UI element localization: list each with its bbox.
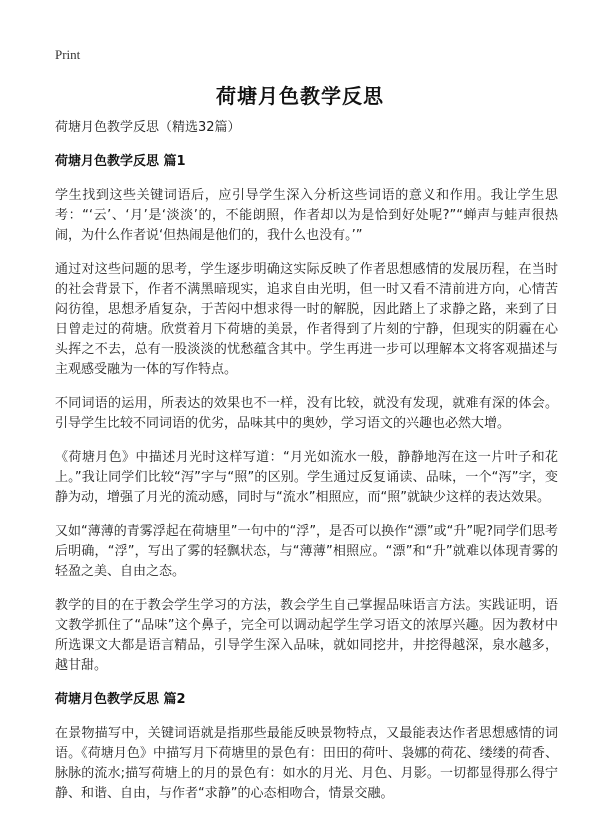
section-heading: 荷塘月色教学反思 篇2 — [55, 692, 186, 707]
paragraph: 不同词语的运用，所表达的效果也不一样，没有比较，就没有发现，就难有深的体会。引导学生比较不同词语的优劣，品味其中的奥妙，学习语文的兴趣也必然大增。 — [55, 396, 558, 431]
document-subtitle: 荷塘月色教学反思（精选32篇） — [55, 120, 241, 135]
print-label[interactable]: Print — [55, 47, 81, 62]
paragraph: 在景物描写中，关键词语就是指那些最能反映景物特点，又最能表达作者思想感情的词语。《荷塘月色》中描写月下荷塘里的景色有：田田的荷叶、袅娜的荷花、缕缕的荷香、脉脉的流水;描写荷塘上的月的景色有：如水的月光、月色、月影。一切都显得那么得宁静、和谐、自由，与作者“求静”的心态相吻合，情景交融。 — [55, 726, 558, 801]
paragraph: 《荷塘月色》中描述月光时这样写道：“月光如流水一般，静静地泻在这一片叶子和花上。”我让同学们比较“泻”字与“照”的区别。学生通过反复诵读、品味，一个“泻”字，变静为动，增强了月光的流动感，同时与“流水”相照应，而“照”就缺少这样的表达效果。 — [55, 450, 558, 505]
paragraph: 通过对这些问题的思考，学生逐步明确这实际反映了作者思想感情的发展历程，在当时的社会背景下，作者不满黑暗现实，追求自由光明，但一时又看不清前进方向，心情苦闷彷徨，思想矛盾复杂，于苦闷中想求得一时的解脱，因此踏上了求静之路，来到了日日曾走过的荷塘。欣赏着月下荷塘的美景，作者得到了片刻的宁静，但现实的阴霾在心头挥之不去，总有一股淡淡的忧愁蕴含其中。学生再进一步可以理解本文将客观描述与主观感受融为一体的写作特点。 — [55, 262, 558, 377]
section-heading: 荷塘月色教学反思 篇1 — [55, 154, 186, 169]
section-2 — [55, 690, 558, 804]
document-body — [55, 118, 558, 818]
paragraph: 教学的目的在于教会学生学习的方法，教会学生自己掌握品味语言方法。实践证明，语文教学抓住了“品味”这个鼻子，完全可以调动起学生学习语文的浓厚兴趣。因为教材中所选课文大都是语言精品，引导学生深入品味，就如同挖井，井挖得越深，泉水越多，越甘甜。 — [55, 598, 558, 673]
paragraph: 学生找到这些关键词语后，应引导学生深入分析这些词语的意义和作用。我让学生思考：“‘云’、‘月’是‘淡淡’的，不能朗照，作者却以为是恰到好处呢?”“蝉声与蛙声很热闹，为什么作者说‘但热闹是他们的，我什么也没有。’” — [55, 188, 558, 243]
page-title: 荷塘月色教学反思 — [216, 84, 384, 108]
paragraph: 又如“薄薄的青雾浮起在荷塘里”一句中的“浮”，是否可以换作“漂”或“升”呢?同学们思考后明确，“浮”，写出了雾的轻飘状态，与“薄薄”相照应。“漂”和“升”就难以体现青雾的轻盈之美、自由之态。 — [55, 524, 558, 579]
section-1 — [55, 152, 558, 676]
